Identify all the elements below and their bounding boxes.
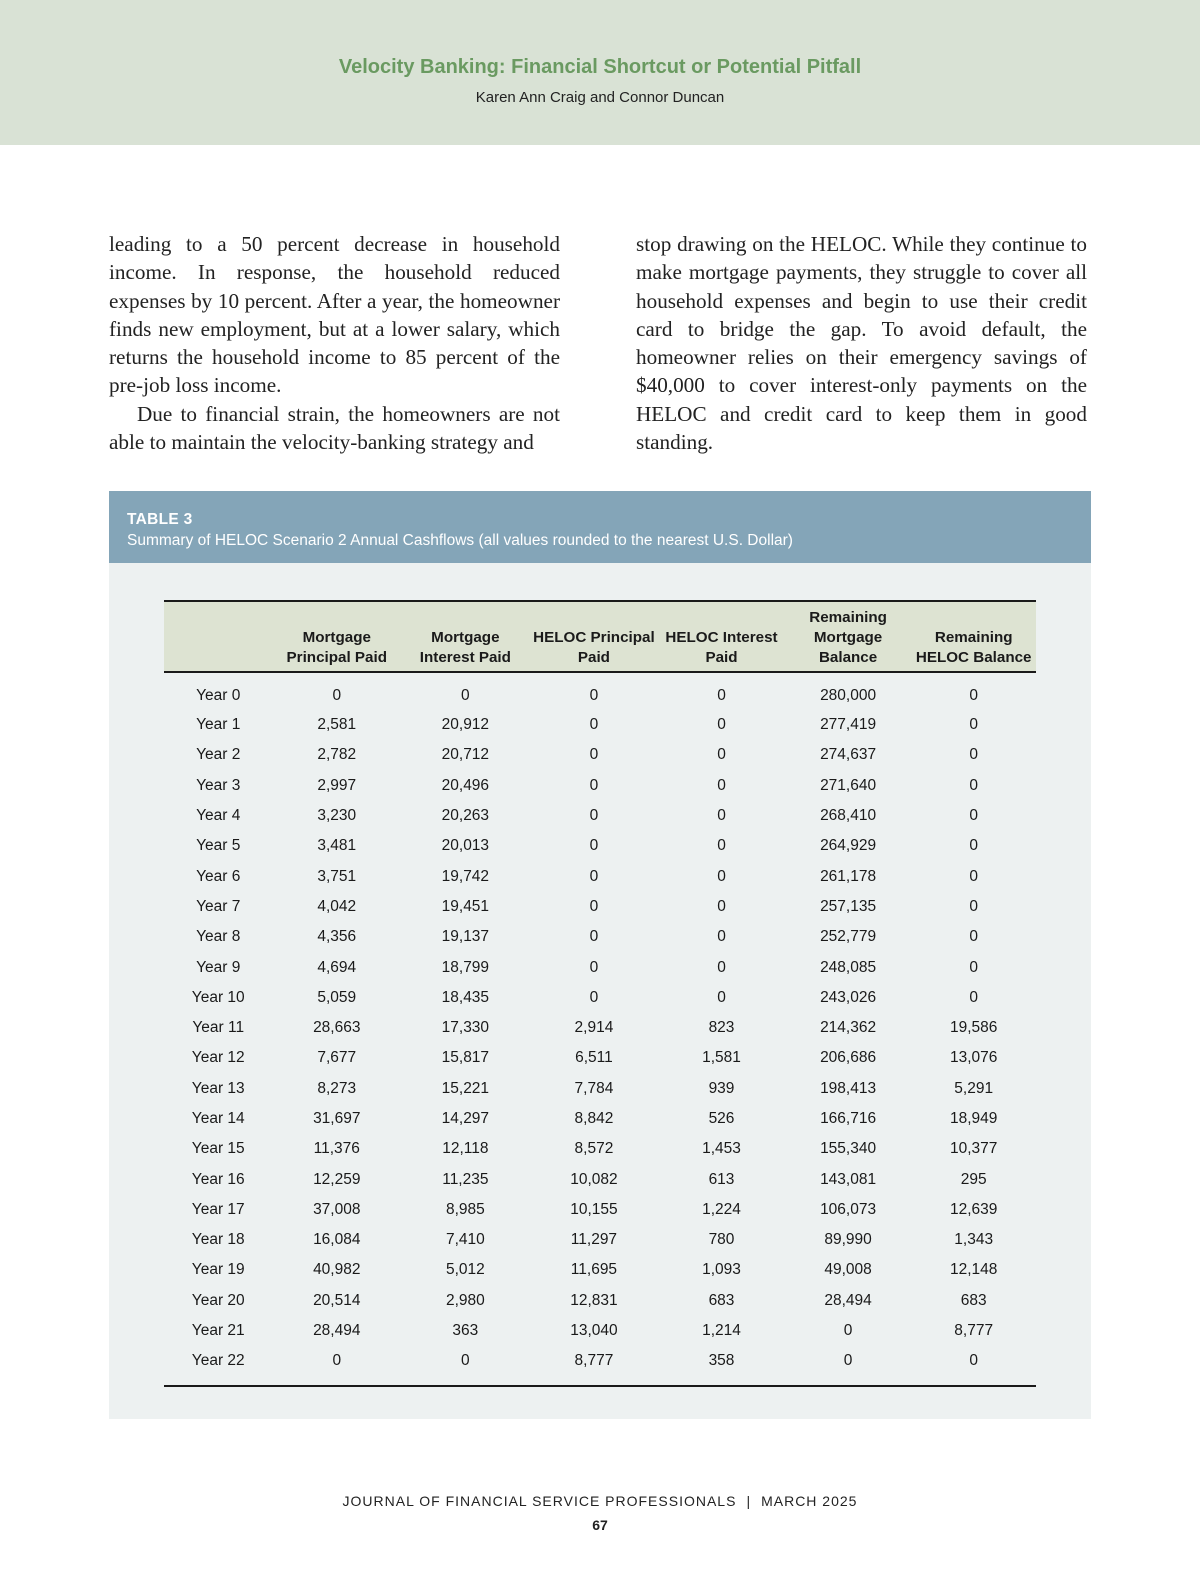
table-cell: 4,042	[317, 897, 357, 915]
table-cell: 2,980	[445, 1291, 485, 1309]
table-cell: 0	[589, 897, 599, 915]
table-cell: 12,148	[949, 1261, 998, 1279]
table-cell: 18,799	[441, 958, 490, 976]
table-cell: 613	[708, 1170, 735, 1188]
table-row	[164, 710, 1036, 740]
row-year-label: Year 17	[191, 1200, 245, 1218]
row-year-label: Year 9	[196, 958, 241, 976]
table-row	[164, 1346, 1036, 1386]
row-year-label: Year 0	[196, 686, 241, 704]
table-cell: 0	[969, 1351, 978, 1369]
table-cell: 10,377	[949, 1140, 998, 1158]
row-year-label: Year 14	[191, 1110, 245, 1127]
table-cell: 206,686	[820, 1049, 877, 1067]
body-column-right	[636, 230, 1087, 456]
table-cell: 280,000	[820, 686, 877, 704]
table-cell: 19,451	[441, 897, 490, 915]
table-row	[164, 672, 1036, 710]
table-banner	[109, 491, 1091, 563]
table-cell: 7,410	[445, 1231, 485, 1249]
table-cell: 8,777	[574, 1351, 614, 1369]
table-row	[164, 771, 1036, 801]
table-row	[164, 1316, 1036, 1346]
column-header	[164, 601, 272, 672]
table-cell: 3,481	[317, 837, 357, 855]
table-cell: 143,081	[820, 1170, 877, 1188]
table-cell: 12,639	[949, 1200, 998, 1218]
table-cell: 0	[717, 807, 726, 825]
table-cell: 0	[717, 776, 726, 794]
table-row	[164, 861, 1036, 891]
table-cell: 12,118	[442, 1140, 489, 1158]
table-cell: 0	[717, 867, 726, 885]
table-cell: 0	[589, 928, 599, 946]
row-year-label: Year 12	[191, 1049, 245, 1067]
table-cell: 17,330	[441, 1019, 490, 1037]
cashflow-table	[164, 600, 1036, 1387]
row-year-label: Year 3	[196, 776, 241, 794]
row-year-label: Year 15	[191, 1140, 245, 1158]
column-header: Mortgage Interest Paid	[401, 601, 530, 672]
table-row	[164, 1195, 1036, 1225]
table-cell: 12,831	[570, 1291, 618, 1309]
row-year-label: Year 10	[191, 988, 245, 1006]
table-cell: 271,640	[820, 776, 877, 794]
table-cell: 0	[589, 746, 599, 764]
table-cell: 5,012	[445, 1261, 485, 1279]
table-cell: 363	[452, 1322, 479, 1340]
footer-journal-line	[0, 1493, 1200, 1509]
table-row	[164, 1013, 1036, 1043]
table-cell: 11,235	[442, 1170, 489, 1188]
table-cell: 28,494	[313, 1322, 361, 1340]
table-cell: 7,677	[317, 1049, 357, 1067]
table-cell: 243,026	[820, 988, 877, 1006]
table-cell: 358	[708, 1351, 735, 1369]
table-cell: 2,914	[574, 1019, 614, 1037]
table-cell: 19,137	[441, 928, 490, 946]
table-cell: 8,985	[445, 1200, 485, 1218]
column-header: Mortgage Principal Paid	[272, 601, 401, 672]
row-year-label: Year 22	[191, 1351, 245, 1369]
body-paragraph: leading to a 50 percent decrease in household income. In response, the household reduced expenses by 10 percent. After a year, the homeowner finds new employment, but at a lower salary, which returns the household income to 85 percent of the pre-job loss income.	[109, 232, 560, 398]
article-authors: Karen Ann Craig and Connor Duncan	[475, 89, 725, 106]
table-cell: 4,356	[317, 928, 357, 946]
table-cell: 13,040	[570, 1322, 618, 1340]
table-cell: 0	[969, 958, 978, 976]
row-year-label: Year 19	[191, 1261, 245, 1279]
table-row	[164, 1043, 1036, 1073]
table-cell: 1,214	[702, 1322, 741, 1340]
table-cell: 0	[969, 716, 978, 734]
table-cell: 0	[969, 928, 978, 946]
table-cell: 0	[332, 1351, 342, 1369]
table-cell: 0	[589, 837, 599, 855]
table-cell: 20,514	[313, 1291, 361, 1309]
table-cell: 264,929	[820, 837, 877, 855]
table-cell: 15,221	[441, 1079, 490, 1097]
table-row	[164, 983, 1036, 1013]
table-cell: 277,419	[820, 716, 877, 734]
table-cell: 5,291	[954, 1079, 994, 1097]
row-year-label: Year 11	[192, 1019, 245, 1037]
table-cell: 0	[589, 867, 599, 885]
table-cell: 0	[717, 988, 726, 1006]
table-row	[164, 831, 1036, 861]
body-column-left	[109, 230, 560, 456]
table-cell: 12,259	[313, 1170, 361, 1188]
table-cell: 0	[589, 958, 599, 976]
table-row	[164, 801, 1036, 831]
row-year-label: Year 16	[191, 1170, 245, 1188]
table-cell: 0	[332, 686, 342, 704]
table-cell: 155,340	[820, 1140, 877, 1158]
table-cell: 37,008	[313, 1200, 361, 1218]
table-cell: 2,581	[317, 716, 357, 734]
table-cell: 252,779	[820, 928, 877, 946]
table-cell: 3,751	[317, 867, 357, 885]
table-cell: 683	[960, 1291, 987, 1309]
table-cell: 0	[717, 686, 726, 704]
table-cell: 0	[717, 928, 726, 946]
table-cell: 18,435	[441, 988, 490, 1006]
body-paragraph: Due to financial strain, the homeowners are not able to maintain the velocity-banking strategy and	[109, 401, 560, 455]
row-year-label: Year 8	[196, 928, 241, 946]
table-cell: 2,997	[317, 776, 357, 794]
table-cell: 28,663	[313, 1019, 361, 1037]
issue-date: MARCH 2025	[761, 1493, 858, 1509]
table-cell: 0	[843, 1351, 853, 1369]
table-label: TABLE 3	[127, 511, 193, 528]
table-cell: 257,135	[820, 897, 877, 915]
table-cell: 198,413	[820, 1079, 877, 1097]
table-row	[164, 1225, 1036, 1255]
table-row	[164, 952, 1036, 982]
table-cell: 19,586	[949, 1019, 998, 1037]
table-cell: 11,695	[570, 1261, 618, 1279]
table-cell: 31,697	[313, 1110, 361, 1127]
table-cell: 1,093	[702, 1261, 741, 1279]
table-cell: 8,572	[574, 1140, 614, 1158]
table-cell: 20,496	[441, 776, 490, 794]
column-header: Remaining HELOC Balance	[911, 601, 1036, 672]
table-cell: 939	[708, 1079, 735, 1097]
table-row	[164, 1074, 1036, 1104]
table-cell: 261,178	[820, 867, 877, 885]
table-cell: 248,085	[820, 958, 877, 976]
table-cell: 0	[589, 686, 599, 704]
article-title: Velocity Banking: Financial Shortcut or Potential Pitfall	[338, 56, 862, 78]
column-header: HELOC Principal Paid	[530, 601, 659, 672]
table-cell: 0	[969, 837, 978, 855]
table-cell: 4,694	[317, 958, 357, 976]
table-row	[164, 1104, 1036, 1134]
table-caption: Summary of HELOC Scenario 2 Annual Cashflows (all values rounded to the nearest U.S. Dollar)	[127, 532, 793, 549]
table-cell: 6,511	[575, 1049, 613, 1067]
table-cell: 16,084	[313, 1231, 361, 1249]
column-header: Remaining Mortgage Balance	[785, 601, 912, 672]
table-row	[164, 1255, 1036, 1285]
table-body	[164, 672, 1036, 1386]
table-cell: 8,273	[317, 1079, 357, 1097]
table-cell: 28,494	[824, 1291, 872, 1309]
body-paragraph: stop drawing on the HELOC. While they continue to make mortgage payments, they struggle to cover all household expenses and begin to use their credit card to bridge the gap. To avoid default, the homeowner relies on their emergency savings of $40,000 to cover interest-only payments on the HELOC and credit card to keep them in good standing.	[636, 232, 1087, 455]
table-cell: 20,712	[441, 746, 490, 764]
table-cell: 0	[717, 716, 726, 734]
table-cell: 11,376	[313, 1140, 360, 1158]
table-cell: 0	[717, 746, 726, 764]
table-cell: 2,782	[317, 746, 357, 764]
row-year-label: Year 1	[196, 716, 241, 734]
table-row	[164, 740, 1036, 770]
table-cell: 20,263	[441, 807, 490, 825]
table-row	[164, 1164, 1036, 1194]
table-cell: 0	[717, 897, 726, 915]
table-cell: 13,076	[949, 1049, 998, 1067]
table-cell: 5,059	[317, 988, 357, 1006]
row-year-label: Year 7	[196, 897, 241, 915]
row-year-label: Year 20	[191, 1291, 245, 1309]
table-cell: 0	[969, 897, 978, 915]
table-cell: 3,230	[317, 807, 357, 825]
table-row	[164, 1134, 1036, 1164]
table-cell: 526	[708, 1110, 735, 1127]
table-cell: 1,453	[702, 1140, 741, 1158]
table-cell: 214,362	[820, 1019, 877, 1037]
table-row	[164, 892, 1036, 922]
table-cell: 0	[969, 746, 978, 764]
table-cell: 0	[843, 1322, 853, 1340]
row-year-label: Year 18	[191, 1231, 245, 1249]
table-cell: 89,990	[824, 1231, 872, 1249]
table-cell: 11,297	[570, 1231, 618, 1249]
table-cell: 106,073	[820, 1200, 877, 1218]
table-cell: 18,949	[949, 1110, 998, 1127]
table-cell: 683	[708, 1291, 735, 1309]
table-cell: 780	[708, 1231, 735, 1249]
table-cell: 20,013	[441, 837, 490, 855]
table-cell: 10,155	[570, 1200, 618, 1218]
row-year-label: Year 5	[196, 837, 241, 855]
table-cell: 7,784	[574, 1079, 614, 1097]
table-cell: 1,581	[702, 1049, 741, 1067]
table-cell: 14,297	[441, 1110, 490, 1127]
table-cell: 0	[589, 716, 599, 734]
table-cell: 0	[461, 1351, 470, 1369]
table-row	[164, 1286, 1036, 1316]
table-cell: 0	[461, 686, 470, 704]
table-cell: 0	[717, 837, 726, 855]
table-row	[164, 922, 1036, 952]
table-cell: 274,637	[820, 746, 877, 764]
table-cell: 0	[717, 958, 726, 976]
table-cell: 8,842	[574, 1110, 614, 1127]
table-cell: 15,817	[441, 1049, 490, 1067]
table-cell: 40,982	[313, 1261, 361, 1279]
table-cell: 823	[708, 1019, 735, 1037]
table-cell: 0	[969, 807, 978, 825]
footer-separator: |	[746, 1493, 752, 1509]
table-cell: 19,742	[441, 867, 490, 885]
page-number: 67	[592, 1517, 608, 1533]
table-cell: 10,082	[570, 1170, 618, 1188]
table-cell: 0	[969, 686, 978, 704]
row-year-label: Year 4	[196, 807, 241, 825]
column-header: HELOC Interest Paid	[658, 601, 785, 672]
journal-name: JOURNAL OF FINANCIAL SERVICE PROFESSIONALS	[342, 1493, 737, 1509]
table-cell: 0	[589, 988, 599, 1006]
table-cell: 1,343	[954, 1231, 994, 1249]
row-year-label: Year 13	[191, 1079, 245, 1097]
table-cell: 268,410	[820, 807, 877, 825]
table-cell: 0	[969, 776, 978, 794]
table-cell: 20,912	[441, 716, 490, 734]
table-cell: 8,777	[954, 1322, 994, 1340]
table-cell: 0	[589, 807, 599, 825]
table-cell: 166,716	[820, 1110, 877, 1127]
table-cell: 0	[589, 776, 599, 794]
row-year-label: Year 21	[191, 1322, 245, 1340]
table-cell: 0	[969, 867, 978, 885]
table-cell: 295	[960, 1170, 987, 1188]
table-cell: 1,224	[702, 1200, 741, 1218]
table-cell: 49,008	[824, 1261, 872, 1279]
row-year-label: Year 6	[196, 867, 241, 885]
table-header-row	[164, 601, 1036, 672]
table-cell: 0	[969, 988, 978, 1006]
row-year-label: Year 2	[196, 746, 241, 764]
